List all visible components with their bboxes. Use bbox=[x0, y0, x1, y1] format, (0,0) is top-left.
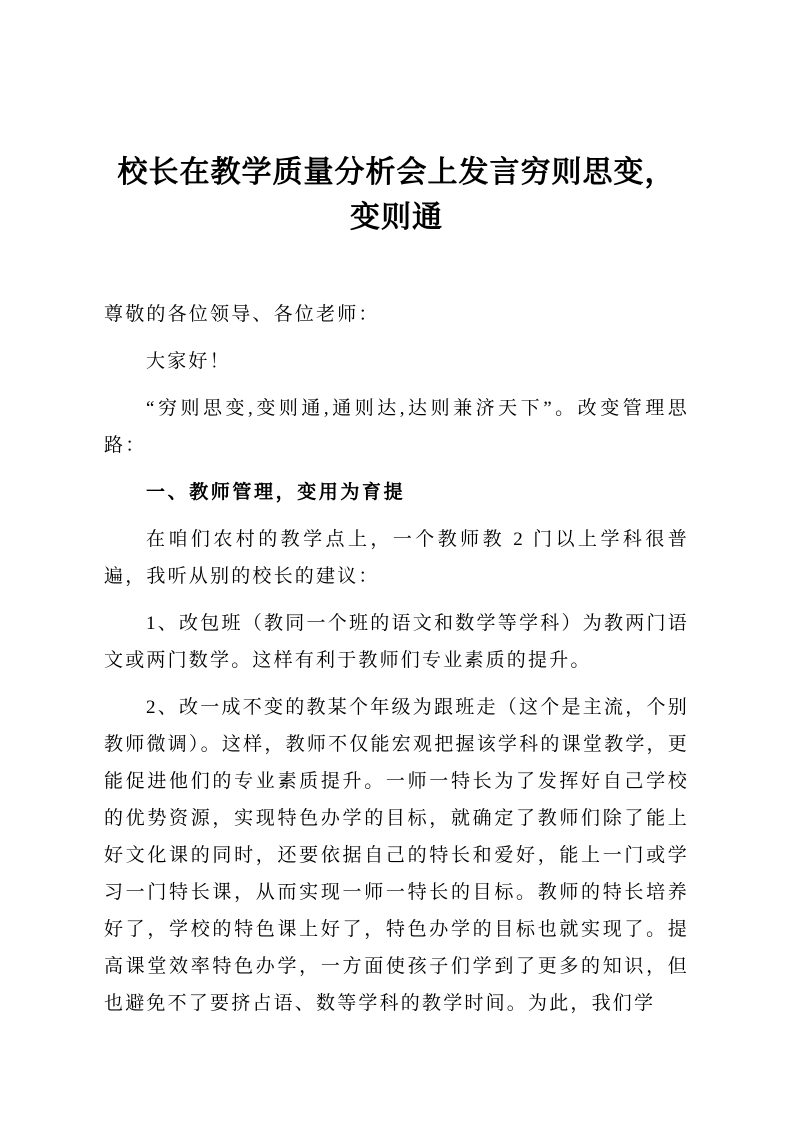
document-title: 校长在教学质量分析会上发言穷则思变，变则通 bbox=[117, 156, 676, 234]
paragraph: 在咱们农村的教学点上，一个教师教 2 门以上学科很普遍，我听从别的校长的建议： bbox=[104, 529, 689, 587]
document-body bbox=[104, 296, 689, 1022]
paragraph: “穷则思变,变则通,通则达,达则兼济天下”。改变管理思路： bbox=[104, 398, 689, 456]
paragraph: 2、改一成不变的教某个年级为跟班走（这个是主流，个别教师微调）。这样，教师不仅能宏观把握该学科的课堂教学，更能促进他们的专业素质提升。一师一特长为了发挥好自己学校的优势资源，实现特色办学的目标，就确定了教师们除了能上好文化课的同时，还要依据自己的特长和爱好，能上一门或学习一门特长课，从而实现一师一特长的目标。教师的特长培养好了，学校的特色课上好了，特色办学的目标也就实现了。提高课堂效率特色办学，一方面使孩子们学到了更多的知识，但也避免不了要挤占语、数等学科的教学时间。为此，我们学 bbox=[104, 697, 689, 1014]
paragraph: 1、改包班（教同一个班的语文和数学等学科）为教两门语文或两门数学。这样有利于教师们专业素质的提升。 bbox=[104, 613, 689, 671]
paragraph: 尊敬的各位领导、各位老师： bbox=[104, 304, 380, 325]
section-heading: 一、教师管理，变用为育提 bbox=[146, 482, 406, 503]
paragraph: 大家好！ bbox=[146, 351, 231, 372]
